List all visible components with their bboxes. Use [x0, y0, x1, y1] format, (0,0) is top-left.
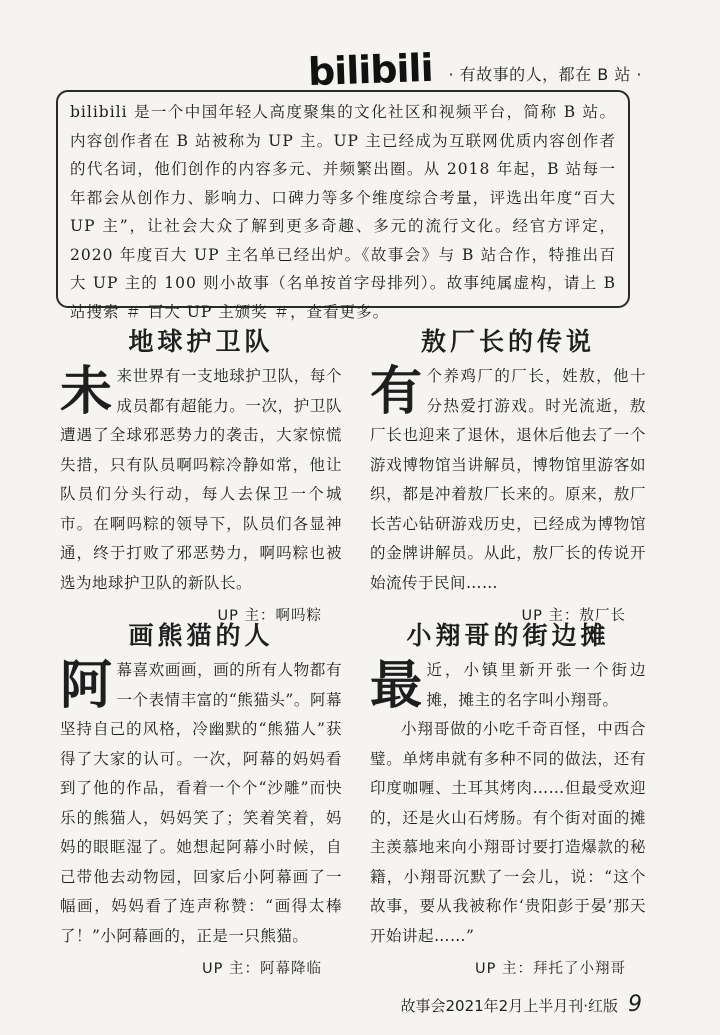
article-text: 来世界有一支地球护卫队，每个成员都有超能力。一次，护卫队遭遇了全球邪恶势力的袭击，大家惊慌失措，只有队员啊吗粽冷静如常，他让队员们分头行动，每人去保卫一个城市。在啊吗粽的领导下，队员们各显神通，终于打败了邪恶势力，啊吗粽也被选为地球护卫队的新队长。 [60, 367, 342, 592]
page-footer [401, 992, 643, 1017]
article-title: 地球护卫队 [128, 327, 274, 356]
article-paragraph: 小翔哥做的小吃千奇百怪，中西合璧。单烤串就有多种不同的做法，还有印度咖喱、土耳其烤肉……但最受欢迎的，还是火山石烤肠。有个街对面的摊主羡慕地来向小翔哥讨要打造爆款的秘籍，小翔哥沉默了一会儿，说：“这个故事，要从我被称作‘贵阳彭于晏’那天开始讲起……” [370, 720, 646, 945]
article-byline: UP 主：拜托了小翔哥 [475, 961, 626, 977]
article-byline: UP 主：啊吗粽 [217, 608, 322, 624]
article-panda-painter [60, 616, 342, 978]
article-title: 画熊猫的人 [128, 621, 274, 650]
page-number: 9 [628, 992, 642, 1017]
article-body [370, 362, 646, 598]
issue-label: 故事会2021年2月上半月刊·红版 [400, 997, 618, 1015]
intro-box [56, 90, 630, 321]
article-body [370, 656, 646, 715]
drop-cap: 有 [370, 361, 423, 422]
intro-text: bilibili 是一个中国年轻人高度聚集的文化社区和视频平台，简称 B 站。内容创作者在 B 站被称为 UP 主。UP 主已经成为互联网优质内容创作者的代名词，他们创作的内容多元、并频繁出圈。从 2018 年起，B 站每一年都会从创作力、影响力、口碑力等多个维度综合考量，评选出年度“百大 UP 主”，让社会大众了解到更多奇趣、多元的流行文化。经官方评定，2020 年度百大 UP 主名单已经出炉。《故事会》与 B 站合作，特推出百大 UP 主的 100 则小故事（名单按首字母排列）。故事纯属虚构，请上 B 站搜索 ＃ 百大 UP 主颁奖 ＃，查看更多。 [70, 103, 616, 321]
article-body [60, 362, 342, 598]
bilibili-logo: bilibili [307, 45, 434, 95]
drop-cap: 阿 [60, 655, 113, 716]
article-text: 近，小镇里新开张一个街边摊，摊主的名字叫小翔哥。 [426, 661, 646, 709]
article-text: 个养鸡厂的厂长，姓敖，他十分热爱打游戏。时光流逝，敖厂长也迎来了退休，退休后他去了一个游戏博物馆当讲解员，博物馆里游客如织，都是冲着敖厂长来的。原来，敖厂长苦心钻研游戏历史，已经成为博物馆的金牌讲解员。从此，敖厂长的传说开始流传于民间…… [370, 367, 646, 592]
article-title: 敖厂长的传说 [420, 327, 595, 356]
article-body [60, 656, 342, 951]
article-title: 小翔哥的街边摊 [406, 621, 610, 650]
header-slogan: · 有故事的人，都在 B 站 · [448, 65, 642, 84]
article-ao-legend [370, 322, 646, 625]
drop-cap: 未 [60, 361, 113, 422]
article-earth-guard [60, 322, 342, 625]
article-byline: UP 主：敖厂长 [521, 608, 626, 624]
article-byline: UP 主：阿幕降临 [202, 961, 322, 977]
article-street-stall [370, 616, 646, 978]
drop-cap: 最 [370, 655, 423, 716]
article-text: 幕喜欢画画，画的所有人物都有一个表情丰富的“熊猫头”。阿幕坚持自己的风格，冷幽默的“熊猫人”获得了大家的认可。一次，阿幕的妈妈看到了他的作品，看着一个个“沙雕”而快乐的熊猫人，妈妈笑了；笑着笑着，妈妈的眼眶湿了。她想起阿幕小时候，自己带他去动物园，回家后小阿幕画了一幅画，妈妈看了连声称赞：“画得太棒了！”小阿幕画的，正是一只熊猫。 [60, 661, 342, 945]
